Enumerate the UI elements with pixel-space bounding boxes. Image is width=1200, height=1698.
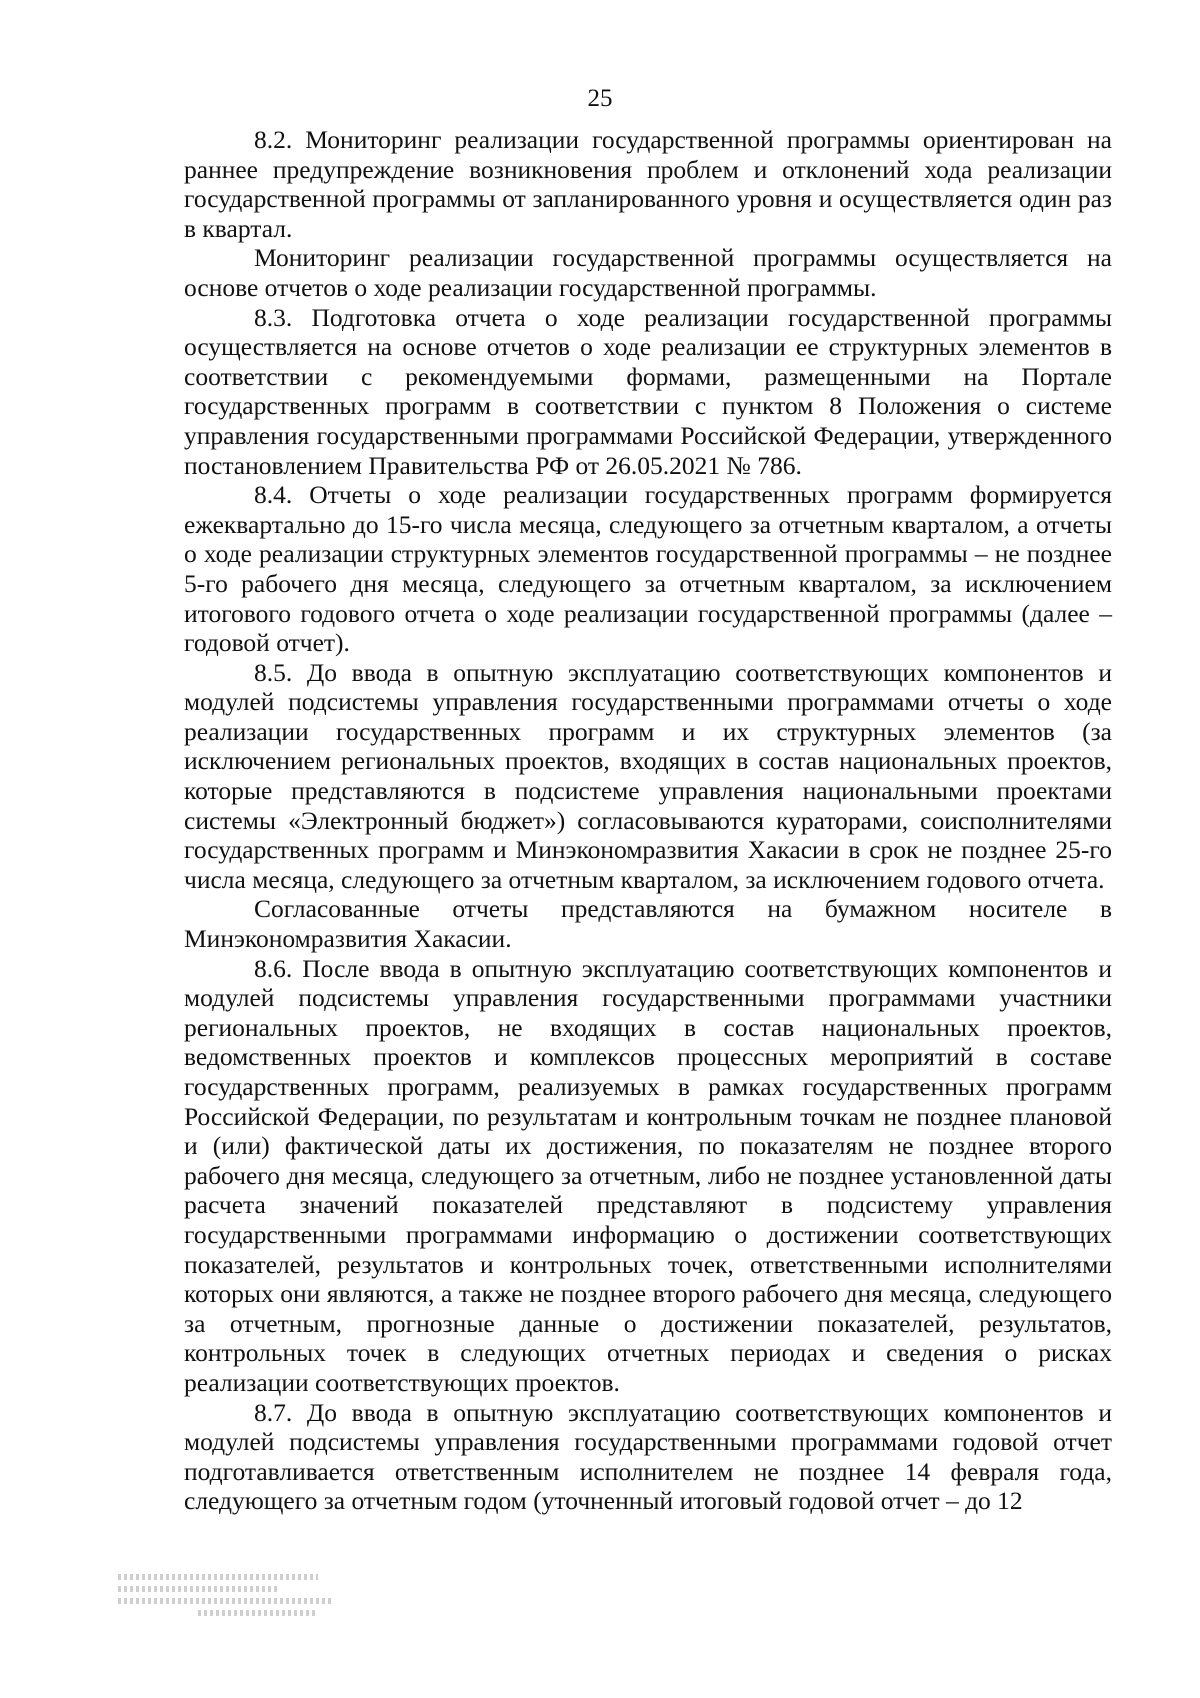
paragraph-8-5: 8.5. До ввода в опытную эксплуатацию соответствующих компонентов и модулей подсистемы управления государственными программами отчеты о ходе реализации государственных программ и их структурных элементов (за исключением региональных проектов, входящих в состав национальных проектов, которые представляются в подсистеме управления национальными проектами системы «Электронный бюджет») согласовываются кураторами, соисполнителями государственных программ и Минэкономразвития Хакасии в срок не позднее 25-го числа месяца, следующего за отчетным кварталом, за исключением годового отчета.: [184, 657, 1112, 894]
stamp-line: [118, 1586, 278, 1592]
stamp-line: [118, 1598, 333, 1604]
paragraph-8-2: 8.2. Мониторинг реализации государственной программы ориентирован на раннее предупреждение возникновения проблем и отклонений хода реализации государственной программы от запланированного уровня и осуществляется один раз в квартал.: [184, 125, 1112, 243]
page-number: 25: [587, 85, 613, 112]
document-body: [184, 125, 1112, 1516]
paragraph-agreed-reports: Согласованные отчеты представляются на бумажном носителе в Минэкономразвития Хакасии.: [184, 894, 1112, 954]
paragraph-8-7: 8.7. До ввода в опытную эксплуатацию соответствующих компонентов и модулей подсистемы управления государственными программами годовой отчет подготавливается ответственным исполнителем не позднее 14 февраля года, следующего за отчетным годом (уточненный итоговый годовой отчет – до 12: [184, 1397, 1112, 1516]
paragraph-8-3: 8.3. Подготовка отчета о ходе реализации государственной программы осуществляется на основе отчетов о ходе реализации ее структурных элементов в соответствии с рекомендуемыми формами, размещенными на Портале государственных программ в соответствии с пунктом 8 Положения о системе управления государственными программами Российской Федерации, утвержденного постановлением Правительства РФ от 26.05.2021 № 786.: [184, 302, 1112, 480]
paragraph-8-4: 8.4. Отчеты о ходе реализации государственных программ формируется ежеквартально до 15-го числа месяца, следующего за отчетным кварталом, а отчеты о ходе реализации структурных элементов государственной программы – не позднее 5-го рабочего дня месяца, следующего за отчетным кварталом, за исключением итогового годового отчета о ходе реализации государственной программы (далее – годовой отчет).: [184, 480, 1112, 658]
paragraph-8-6: 8.6. После ввода в опытную эксплуатацию соответствующих компонентов и модулей подсистемы управления государственными программами участники региональных проектов, не входящих в состав национальных проектов, ведомственных проектов и комплексов процессных мероприятий в составе государственных программ, реализуемых в рамках государственных программ Российской Федерации, по результатам и контрольным точкам не позднее плановой и (или) фактической даты их достижения, по показателям не позднее второго рабочего дня месяца, следующего за отчетным, либо не позднее установленной даты расчета значений показателей представляют в подсистему управления государственными программами информацию о достижении соответствующих показателей, результатов и контрольных точек, ответственными исполнителями которых они являются, а также не позднее второго рабочего дня месяца, следующего за отчетным, прогнозные данные о достижении показателей, результатов, контрольных точек в следующих отчетных периодах и сведения о рисках реализации соответствующих проектов.: [184, 953, 1112, 1397]
stamp-line: [118, 1574, 318, 1580]
stamp-line: [198, 1610, 318, 1616]
paragraph-monitoring-basis: Мониторинг реализации государственной программы осуществляется на основе отчетов о ходе реализации государственной программы.: [184, 243, 1112, 302]
faint-stamp-mark: [118, 1568, 338, 1658]
